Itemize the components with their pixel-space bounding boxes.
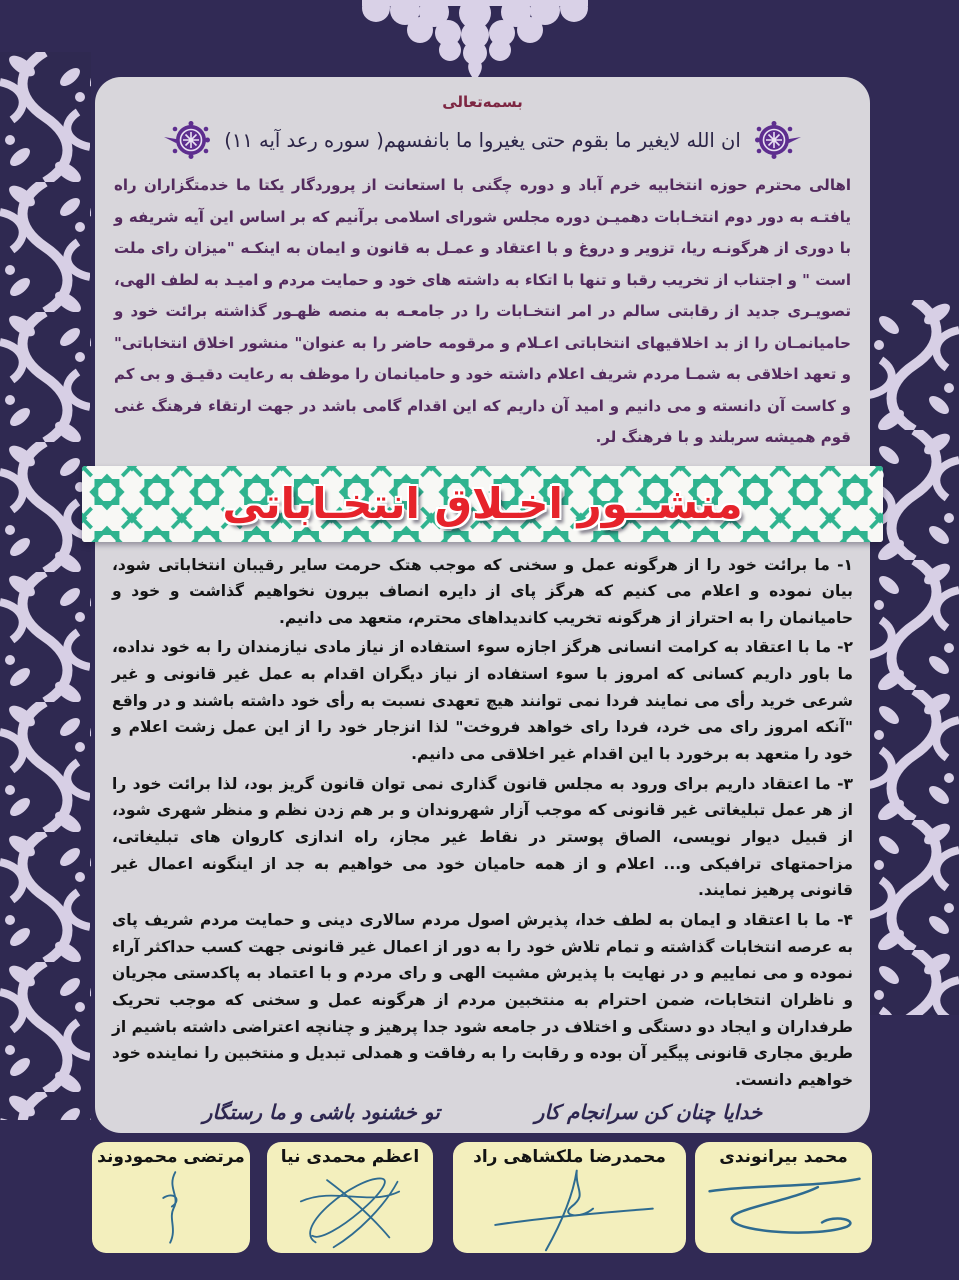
charter-title: منشــور اخـلاق انتخـاباتی <box>222 479 743 528</box>
signature-ink-icon <box>453 1167 686 1253</box>
closing-right-phrase: خدایا چنان کن سرانجام کار <box>534 1099 763 1124</box>
rosette-medallion-icon <box>164 120 210 160</box>
signature-box <box>267 1142 433 1253</box>
signer-name: مرتضی محمودوند <box>97 1147 245 1167</box>
article-2: ۲- ما با اعتقاد به کرامت انسانی هرگز اجازه سوء استفاده از نیاز مادی نیازمندان را به خود نداده، ما باور داریم کسانی که امروز با سوء استفاده از نیاز دیگران اقدام به عمل غیر قانونی و غیر شرعی خرید رأی می نمایند فردا نمی توانند هیچ تعهدی نسبت به رأی خود داشته باشند و در واقع "آنکه امروز رای می خرد، فردا رای خواهد فروخت" لذا انزجار خود را از این عمل زشت اعلام و خود را متعهد به برخورد با این اقدام غیر اخلاقی می دانیم. <box>112 638 853 764</box>
article-4: ۴- ما با اعتقاد و ایمان به لطف خدا، پذیرش اصول مردم سالاری دینی و حمایت مردم شریف پای به عرصه انتخابات گذاشته و تمام تلاش خود را به دور از اعمال غیر قانونی جهت کسب حداکثر آراء نموده و می نماییم و در نهایت با پذیرش مشیت الهی و رای مردم و با اعتماد به پاکدستی مجریان و ناظران انتخابات، ضمن احترام به منتخبین مردم از هرگونه عمل و سخنی که موجب تحریک طرفداران و ایجاد دو دستگی و اختلاف در جامعه شود جدا پرهیز و چنانچه اعتراضی داشته باشیم از طریق مجاری قانونی پیگیر آن بوده و رقابت را به رفاقت و همدلی تبدیل و منتخبین را نماینده خود خواهیم دانست. <box>112 911 853 1089</box>
signature-ink-icon <box>92 1167 250 1253</box>
signature-ink-icon <box>695 1167 872 1253</box>
damask-border-right-icon <box>870 300 959 1015</box>
article-3: ۳- ما اعتقاد داریم برای ورود به مجلس قانون گذاری نمی توان قانون گریز بود، لذا برائت خود را از هر عمل تبلیغاتی غیر قانونی که موجب آزار شهروندان و بر هم زدن نظم و منظر شهری شود، از قبیل دیوار نویسی، الصاق پوستر در نقاط غیر مجاز، راه اندازی کاروان های تبلیغاتی، مزاحمتهای ترافیکی و... اعلام و از همه حامیان خود می خواهیم به جد از اینگونه اعمال غیر قانونی پرهیز نمایند. <box>112 774 853 900</box>
articles-list <box>112 552 853 1094</box>
signature-box <box>453 1142 686 1253</box>
signature-box <box>92 1142 250 1253</box>
quran-verse: ان الله لایغیر ما بقوم حتی یغیروا ما بانفسهم( سوره رعد آیه ۱۱) <box>224 128 741 152</box>
intro-paragraph: اهالی محترم حوزه انتخابیه خرم آباد و دوره چگنی با استعانت از پروردگار یکتا ما خدمتگزاران راه یافتـه به دور دوم انتخـابات دهمیـن دوره مجلس شورای اسلامی برآنیم که بر اساس این آیه شریفه و با دوری از هرگونـه ریا، تزویر و دروغ و با اعتقاد و عمـل به قانون و ایمان به اینکـه "میزان رای ملت است " و اجتناب از تخریب رقبا و تنها با اتکاء به داشته های خود و حمایت مردم و امیـد به لطف الهی، تصویـری جدید از رقابتی سالم در امر انتخـابات را در جامعـه به منصه ظهـور گذاشته برائت خود و حامیانمـان را از بد اخلاقیهای انتخاباتی اعـلام و مرقومه حاضر را به عنوان" منشور اخلاق انتخاباتی" و تعهد اخلاقی به شمـا مردم شریف اعلام داشته خود و حامیانمان را موظف به رعایت دقیـق و بی کم و کاست آن دانسته و می دانیم و امید آن داریم که این اقدام گامی باشد در جهت ارتقاء فرهنگ غنی قوم همیشه سربلند و با فرهنگ لر. <box>114 176 851 446</box>
signature-ink-icon <box>267 1167 433 1253</box>
article-1: ۱- ما برائت خود را از هرگونه عمل و سخنی که موجب هتک حرمت سایر رقیبان انتخاباتی شود، بیان نموده و اعلام می کنیم که هرگز پای از دایره انصاف بیرون نخواهیم گذاشت و خود و حامیانمان را به احتراز از هرگونه تخریب کاندیداهای محترم، متعهد می دانیم. <box>112 555 853 627</box>
damask-border-left-icon <box>0 52 91 1120</box>
verse-row <box>112 120 853 160</box>
signer-name: اعظم محمدی نیا <box>280 1147 420 1167</box>
signer-name: محمدرضا ملکشاهی راد <box>473 1147 666 1167</box>
besmele-heading: بسمه‌تعالی <box>442 93 523 111</box>
pendant-ornament-icon <box>362 0 588 82</box>
closing-couplet <box>112 1100 853 1124</box>
signature-box <box>695 1142 872 1253</box>
rosette-medallion-icon <box>755 120 801 160</box>
title-banner <box>82 466 883 542</box>
closing-left-phrase: تو خشنود باشی و ما رستگار <box>202 1099 440 1124</box>
charter-document <box>95 77 870 1133</box>
signer-name: محمد بیرانوندی <box>719 1147 848 1167</box>
